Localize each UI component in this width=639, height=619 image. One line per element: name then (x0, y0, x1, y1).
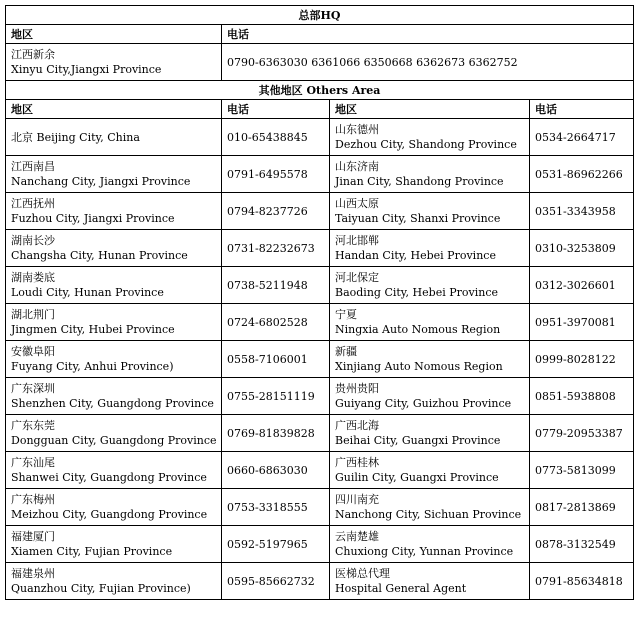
right-phone-cell: 0817-2813869 (530, 489, 634, 526)
right-phone-cell: 0310-3253809 (530, 230, 634, 267)
left-region-en: Changsha City, Hunan Province (11, 249, 188, 262)
right-region-zh: 山东济南 (335, 160, 379, 173)
right-region-en: Beihai City, Guangxi Province (335, 434, 501, 447)
right-region-cell (330, 526, 530, 563)
left-phone-cell: 0595-85662732 (222, 563, 330, 600)
left-region-zh: 江西抚州 (11, 197, 55, 210)
office-row (6, 341, 634, 378)
others-region-header-right: 地区 (330, 100, 530, 119)
left-region-en: Loudi City, Hunan Province (11, 286, 164, 299)
right-region-zh: 医梯总代理 (335, 567, 390, 580)
left-phone-cell: 010-65438845 (222, 119, 330, 156)
others-phone-header-right: 电话 (530, 100, 634, 119)
others-title-row (6, 81, 634, 100)
left-region-zh: 广东汕尾 (11, 456, 55, 469)
office-row (6, 415, 634, 452)
left-region-zh: 湖北荆门 (11, 308, 55, 321)
hq-region-en: Xinyu City,Jiangxi Province (11, 63, 162, 76)
left-region-cell (6, 341, 222, 378)
left-region-zh: 湖南娄底 (11, 271, 55, 284)
contact-directory (5, 5, 633, 600)
hq-region-header: 地区 (6, 25, 222, 44)
right-region-en: Ningxia Auto Nomous Region (335, 323, 501, 336)
right-region-cell (330, 304, 530, 341)
left-region-cell (6, 415, 222, 452)
right-region-cell (330, 230, 530, 267)
left-region-en: Shanwei City, Guangdong Province (11, 471, 207, 484)
left-region-en: Xiamen City, Fujian Province (11, 545, 173, 558)
office-row (6, 267, 634, 304)
right-region-cell (330, 156, 530, 193)
right-region-cell (330, 119, 530, 156)
hq-phone: 0790-6363030 6361066 6350668 6362673 6362752 (222, 44, 634, 81)
right-region-cell (330, 378, 530, 415)
office-row (6, 378, 634, 415)
left-region-zh: 湖南长沙 (11, 234, 55, 247)
left-phone-cell: 0753-3318555 (222, 489, 330, 526)
right-region-en: Jinan City, Shandong Province (335, 175, 504, 188)
left-region-en: Shenzhen City, Guangdong Province (11, 397, 214, 410)
right-region-cell (330, 563, 530, 600)
right-region-zh: 山西太原 (335, 197, 379, 210)
hq-title: 总部HQ (6, 6, 634, 25)
office-row (6, 119, 634, 156)
hq-phone-header: 电话 (222, 25, 634, 44)
others-phone-header-left: 电话 (222, 100, 330, 119)
left-region-zh: 广东梅州 (11, 493, 55, 506)
left-region-zh: 广东东莞 (11, 419, 55, 432)
others-title: 其他地区 Others Area (6, 81, 634, 100)
hq-region (6, 44, 222, 81)
right-region-en: Taiyuan City, Shanxi Province (335, 212, 501, 225)
right-phone-cell: 0878-3132549 (530, 526, 634, 563)
left-region-en: Nanchang City, Jiangxi Province (11, 175, 191, 188)
left-phone-cell: 0731-82232673 (222, 230, 330, 267)
left-region-cell (6, 156, 222, 193)
right-phone-cell: 0531-86962266 (530, 156, 634, 193)
left-phone-cell: 0755-28151119 (222, 378, 330, 415)
left-phone-cell: 0660-6863030 (222, 452, 330, 489)
hq-header-row (6, 25, 634, 44)
left-region-zh: 安徽阜阳 (11, 345, 55, 358)
office-row (6, 304, 634, 341)
right-region-zh: 山东德州 (335, 123, 379, 136)
left-region-en: Quanzhou City, Fujian Province) (11, 582, 191, 595)
right-phone-cell: 0351-3343958 (530, 193, 634, 230)
office-row (6, 563, 634, 600)
left-phone-cell: 0558-7106001 (222, 341, 330, 378)
right-phone-cell: 0779-20953387 (530, 415, 634, 452)
left-region-en: Meizhou City, Guangdong Province (11, 508, 208, 521)
left-phone-cell: 0738-5211948 (222, 267, 330, 304)
others-region-header-left: 地区 (6, 100, 222, 119)
right-phone-cell: 0999-8028122 (530, 341, 634, 378)
right-region-zh: 河北邯郸 (335, 234, 379, 247)
right-region-zh: 宁夏 (335, 308, 357, 321)
left-region-en: Fuyang City, Anhui Province) (11, 360, 174, 373)
hq-title-row (6, 6, 634, 25)
left-phone-cell: 0791-6495578 (222, 156, 330, 193)
right-region-en: Guilin City, Guangxi Province (335, 471, 499, 484)
left-region-cell (6, 452, 222, 489)
left-phone-cell: 0769-81839828 (222, 415, 330, 452)
right-region-cell (330, 415, 530, 452)
office-row (6, 230, 634, 267)
left-region-zh: 福建泉州 (11, 567, 55, 580)
right-phone-cell: 0951-3970081 (530, 304, 634, 341)
left-region-zh: 北京 Beijing City, China (11, 130, 140, 144)
right-phone-cell: 0534-2664717 (530, 119, 634, 156)
contact-table (5, 5, 634, 600)
others-header-row (6, 100, 634, 119)
right-region-zh: 新疆 (335, 345, 357, 358)
hq-row (6, 44, 634, 81)
right-region-en: Guiyang City, Guizhou Province (335, 397, 512, 410)
office-row (6, 193, 634, 230)
left-region-zh: 江西南昌 (11, 160, 55, 173)
right-phone-cell: 0773-5813099 (530, 452, 634, 489)
right-region-en: Handan City, Hebei Province (335, 249, 496, 262)
left-region-en: Jingmen City, Hubei Province (11, 323, 175, 336)
right-phone-cell: 0791-85634818 (530, 563, 634, 600)
right-region-en: Xinjiang Auto Nomous Region (335, 360, 503, 373)
left-region-cell (6, 230, 222, 267)
office-row (6, 452, 634, 489)
right-region-en: Dezhou City, Shandong Province (335, 138, 517, 151)
right-region-en: Baoding City, Hebei Province (335, 286, 498, 299)
left-region-cell (6, 119, 222, 156)
left-region-cell (6, 526, 222, 563)
right-region-en: Nanchong City, Sichuan Province (335, 508, 522, 521)
right-region-zh: 广西北海 (335, 419, 379, 432)
left-region-en: Dongguan City, Guangdong Province (11, 434, 217, 447)
left-region-cell (6, 193, 222, 230)
right-region-zh: 河北保定 (335, 271, 379, 284)
left-phone-cell: 0592-5197965 (222, 526, 330, 563)
left-region-zh: 广东深圳 (11, 382, 55, 395)
left-region-cell (6, 304, 222, 341)
right-region-zh: 贵州贵阳 (335, 382, 379, 395)
left-phone-cell: 0724-6802528 (222, 304, 330, 341)
right-region-zh: 云南楚雄 (335, 530, 379, 543)
right-region-cell (330, 489, 530, 526)
right-region-cell (330, 341, 530, 378)
left-region-zh: 福建厦门 (11, 530, 55, 543)
office-row (6, 526, 634, 563)
right-region-cell (330, 452, 530, 489)
right-region-cell (330, 267, 530, 304)
right-region-en: Hospital General Agent (335, 582, 467, 595)
left-region-en: Fuzhou City, Jiangxi Province (11, 212, 175, 225)
office-row (6, 489, 634, 526)
right-region-zh: 广西桂林 (335, 456, 379, 469)
office-row (6, 156, 634, 193)
right-region-en: Chuxiong City, Yunnan Province (335, 545, 514, 558)
left-region-cell (6, 267, 222, 304)
right-phone-cell: 0312-3026601 (530, 267, 634, 304)
left-region-cell (6, 563, 222, 600)
hq-region-zh: 江西新余 (11, 48, 55, 61)
right-region-zh: 四川南充 (335, 493, 379, 506)
right-phone-cell: 0851-5938808 (530, 378, 634, 415)
left-region-cell (6, 489, 222, 526)
left-phone-cell: 0794-8237726 (222, 193, 330, 230)
left-region-cell (6, 378, 222, 415)
right-region-cell (330, 193, 530, 230)
